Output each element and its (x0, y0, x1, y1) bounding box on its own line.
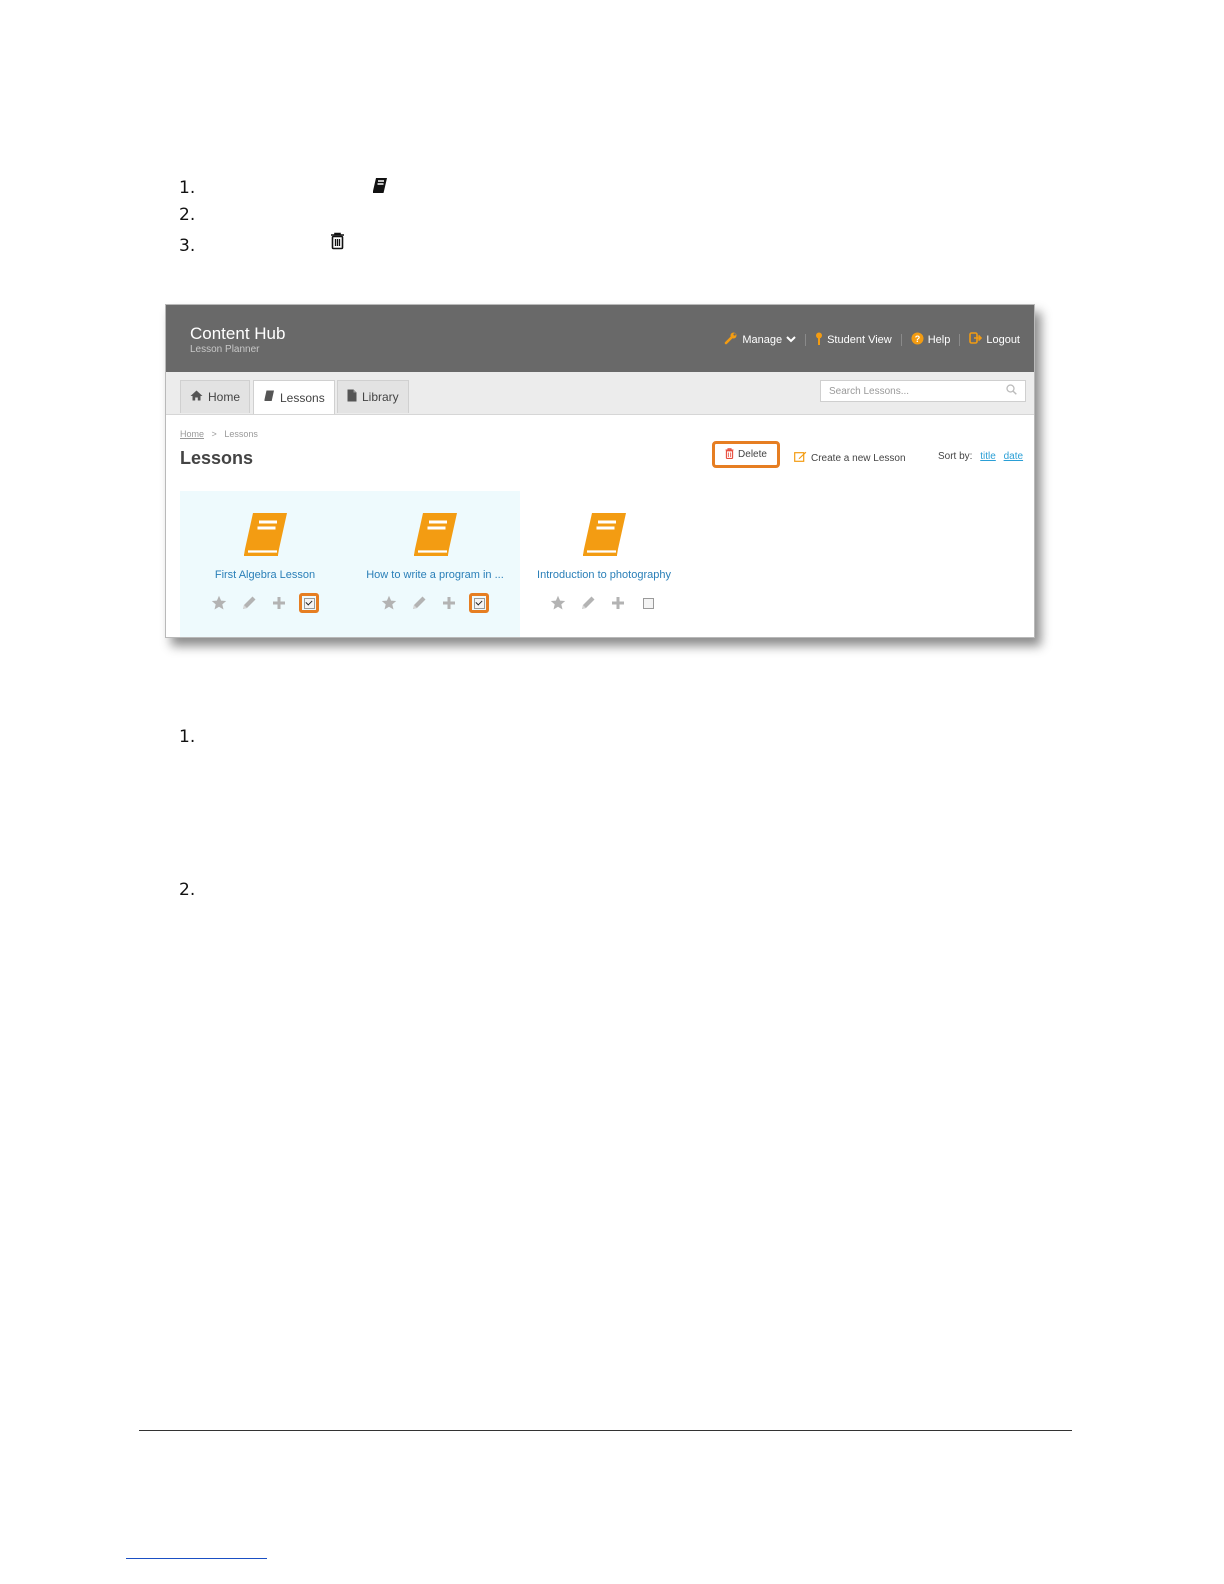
star-icon[interactable] (209, 593, 229, 613)
tab-lessons[interactable] (253, 380, 335, 414)
pencil-icon[interactable] (409, 593, 429, 613)
plus-icon[interactable] (439, 593, 459, 613)
lesson-planner-screenshot (165, 304, 1035, 638)
sort-by-title-link[interactable]: title (980, 451, 996, 462)
lesson-title[interactable]: First Algebra Lesson (214, 569, 316, 581)
tab-home[interactable] (180, 380, 250, 413)
lesson-title[interactable]: Introduction to photography (537, 569, 671, 581)
book-icon (371, 177, 389, 198)
plus-icon[interactable] (608, 593, 628, 613)
search-icon[interactable] (1006, 384, 1017, 398)
logout-link[interactable] (969, 332, 1020, 347)
step-number-1: 1. (179, 727, 196, 747)
search-input[interactable] (820, 380, 1026, 402)
pin-icon (815, 332, 823, 348)
lesson-actions (209, 593, 319, 613)
book-icon (263, 390, 275, 405)
tab-lessons-label: Lessons (280, 390, 325, 405)
help-label: Help (927, 333, 951, 346)
help-link[interactable] (911, 332, 951, 348)
pencil-icon[interactable] (578, 593, 598, 613)
delete-label: Delete (738, 449, 767, 460)
lesson-title[interactable]: How to write a program in ... (366, 569, 504, 581)
lesson-select-checkbox[interactable] (299, 593, 319, 613)
delete-button[interactable] (712, 441, 780, 468)
tab-bar (166, 372, 1034, 415)
student-view-link[interactable] (815, 332, 892, 348)
brand-subtitle: Lesson Planner (190, 344, 260, 355)
footer-divider (139, 1430, 1072, 1431)
breadcrumb-current: Lessons (224, 429, 258, 439)
plus-icon[interactable] (269, 593, 289, 613)
trash-icon (725, 448, 734, 462)
step-number-2: 2. (179, 205, 196, 225)
svg-text:?: ? (914, 333, 920, 344)
brand-title: Content Hub (190, 324, 286, 343)
edit-icon (794, 451, 807, 465)
nav-divider (959, 334, 960, 346)
page-title: Lessons (180, 448, 254, 468)
nav-divider (805, 334, 806, 346)
tab-home-label: Home (208, 390, 241, 404)
book-icon (409, 511, 461, 564)
lesson-card[interactable] (519, 491, 689, 637)
star-icon[interactable] (548, 593, 568, 613)
trash-icon (330, 232, 345, 254)
search-placeholder: Search Lessons... (829, 385, 910, 397)
lesson-select-checkbox[interactable] (469, 593, 489, 613)
breadcrumb-separator: > (211, 429, 217, 439)
sort-controls (938, 451, 1023, 462)
sort-label: Sort by: (938, 451, 973, 462)
manage-menu[interactable] (724, 331, 796, 348)
lesson-card[interactable] (180, 491, 350, 637)
file-icon (347, 389, 357, 405)
wrench-icon (724, 331, 738, 348)
breadcrumb (180, 429, 258, 439)
footer-link-underline[interactable] (126, 1558, 267, 1559)
student-view-label: Student View (827, 333, 892, 346)
nav-divider (901, 334, 902, 346)
logout-label: Logout (986, 333, 1020, 346)
logout-icon (969, 332, 982, 347)
create-lesson-label: Create a new Lesson (811, 452, 906, 464)
home-icon (190, 390, 203, 404)
lesson-select-checkbox[interactable] (638, 593, 658, 613)
create-lesson-button[interactable] (794, 451, 906, 465)
top-nav (724, 331, 1020, 348)
checkbox-box (474, 598, 485, 609)
sort-by-date-link[interactable]: date (1003, 451, 1024, 462)
step-number-3: 3. (179, 236, 196, 256)
help-icon (911, 332, 924, 348)
lesson-actions (548, 593, 658, 613)
step-number-1: 1. (179, 178, 196, 198)
tab-library-label: Library (362, 390, 399, 404)
breadcrumb-home[interactable]: Home (180, 429, 205, 439)
book-icon (239, 511, 291, 564)
checkbox-box (304, 598, 315, 609)
top-bar (166, 305, 1034, 372)
lesson-actions (379, 593, 489, 613)
lesson-card[interactable] (350, 491, 520, 637)
star-icon[interactable] (379, 593, 399, 613)
step-number-2: 2. (179, 880, 196, 900)
book-icon (578, 511, 630, 564)
checkbox-box (643, 598, 654, 609)
pencil-icon[interactable] (239, 593, 259, 613)
manage-label: Manage (742, 333, 783, 346)
chevron-down-icon (786, 334, 796, 346)
tab-library[interactable] (337, 380, 409, 413)
